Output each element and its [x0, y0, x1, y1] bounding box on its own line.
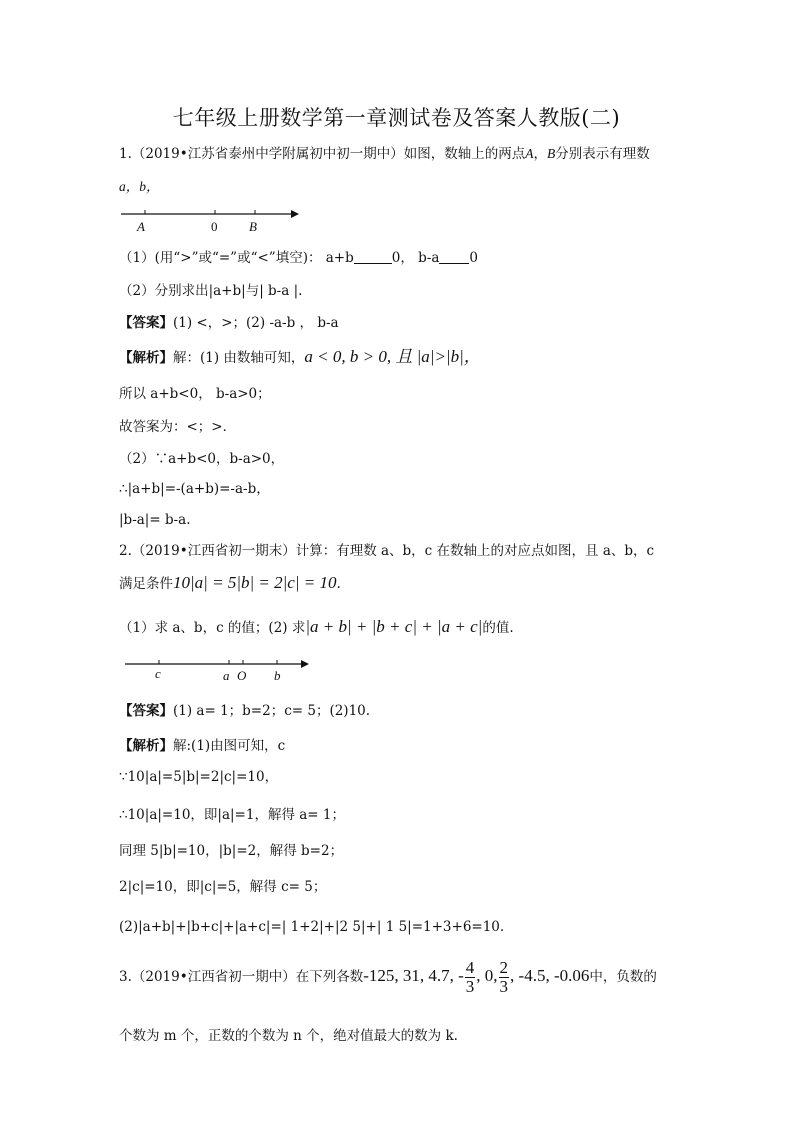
blank-2[interactable] [439, 250, 469, 264]
q2-step-1: ∵10|a|=5|b|=2|c|=10， [119, 769, 279, 785]
q2-number-line [119, 654, 319, 686]
q1-analysis-math: a < 0, b > 0, 且 |a|>|b|， [304, 347, 481, 366]
q1-step-1: 所以 a+b<0， b-a>0； [119, 386, 271, 402]
blank-1[interactable] [354, 250, 392, 264]
fraction-2-3: $\frac{2}{3}$ [499, 958, 509, 996]
q1-step-4: ∴|a+b|=-(a+b)=-a-b， [119, 481, 270, 497]
q1-answer: 【答案】(1) <，>；(2) -a-b ， b-a [119, 315, 339, 331]
q1-part2: （2）分别求出|a+b|与| b-a |. [119, 283, 303, 299]
q1-step-2: 故答案为：<；>． [119, 419, 237, 435]
q1-number-line [119, 204, 304, 236]
origin-label: 0 [211, 219, 218, 234]
q1-step-5: |b-a|= b-a. [119, 512, 191, 528]
q2-step-2: ∴10|a|=10，即|a|=1，解得 a= 1； [119, 807, 345, 823]
point-b-label: b [274, 668, 281, 683]
q2-step-4: 2|c|=10，即|c|=5，解得 c= 5； [119, 879, 327, 895]
q2-analysis: 【解析】解:(1)由图可知，c [119, 738, 286, 754]
q1-stem-line2: a，b， [119, 179, 160, 194]
point-a-label: a [223, 668, 230, 683]
q2-stem: 2.（2019•江西省初一期末）计算：有理数 a、b，c 在数轴上的对应点如图，且 a、b，c [119, 543, 655, 559]
q2-ask: （1）求 a、b，c 的值；(2) 求|a + b| + |b + c| + |a + c|的值. [119, 617, 514, 636]
q2-step-3: 同理 5|b|=10，|b|=2，解得 b=2； [119, 843, 344, 859]
q1-stem: 1.（2019•江苏省泰州中学附属初中初一期中）如图，数轴上的两点A，B分别表示有理数 [119, 146, 650, 162]
origin-O-label: O [237, 668, 247, 683]
q1-analysis: 【解析】解：(1) 由数轴可知，a < 0, b > 0, 且 |a|>|b|， [119, 347, 481, 366]
q3-stem: 3.（2019•江西省初一期中）在下列各数-125, 31, 4.7, - $\frac{4}{3}$ , 0, $\frac{2}{3}$ , -4.5, -0.06中，负数的 [119, 958, 657, 996]
fraction-4-3: $\frac{4}{3}$ [465, 958, 475, 996]
point-A-label: A [137, 219, 145, 234]
q3-stem-line2: 个数为 m 个，正数的个数为 n 个，绝对值最大的数为 k. [119, 1028, 458, 1044]
q2-answer: 【答案】(1) a= 1；b=2；c= 5；(2)10. [119, 703, 371, 719]
q2-ask-math: |a + b| + |b + c| + |a + c| [305, 617, 483, 636]
q1-part1: （1）(用“>”或“=”或“<”填空)： a+b 0， b-a 0 [119, 250, 478, 266]
q2-condition-math: 10|a| = 5|b| = 2|c| = 10 [173, 573, 337, 592]
q2-step-5: (2)|a+b|+|b+c|+|a+c|=| 1+2|+|2 5|+| 1 5|=1+3+6=10. [119, 919, 505, 935]
q1-step-3: （2）∵a+b<0，b-a>0， [119, 451, 285, 467]
page-title: 七年级上册数学第一章测试卷及答案人教版(二) [172, 106, 621, 130]
q2-condition: 满足条件10|a| = 5|b| = 2|c| = 10. [119, 573, 341, 592]
point-B-label: B [249, 219, 257, 234]
point-c-label: c [155, 666, 161, 681]
